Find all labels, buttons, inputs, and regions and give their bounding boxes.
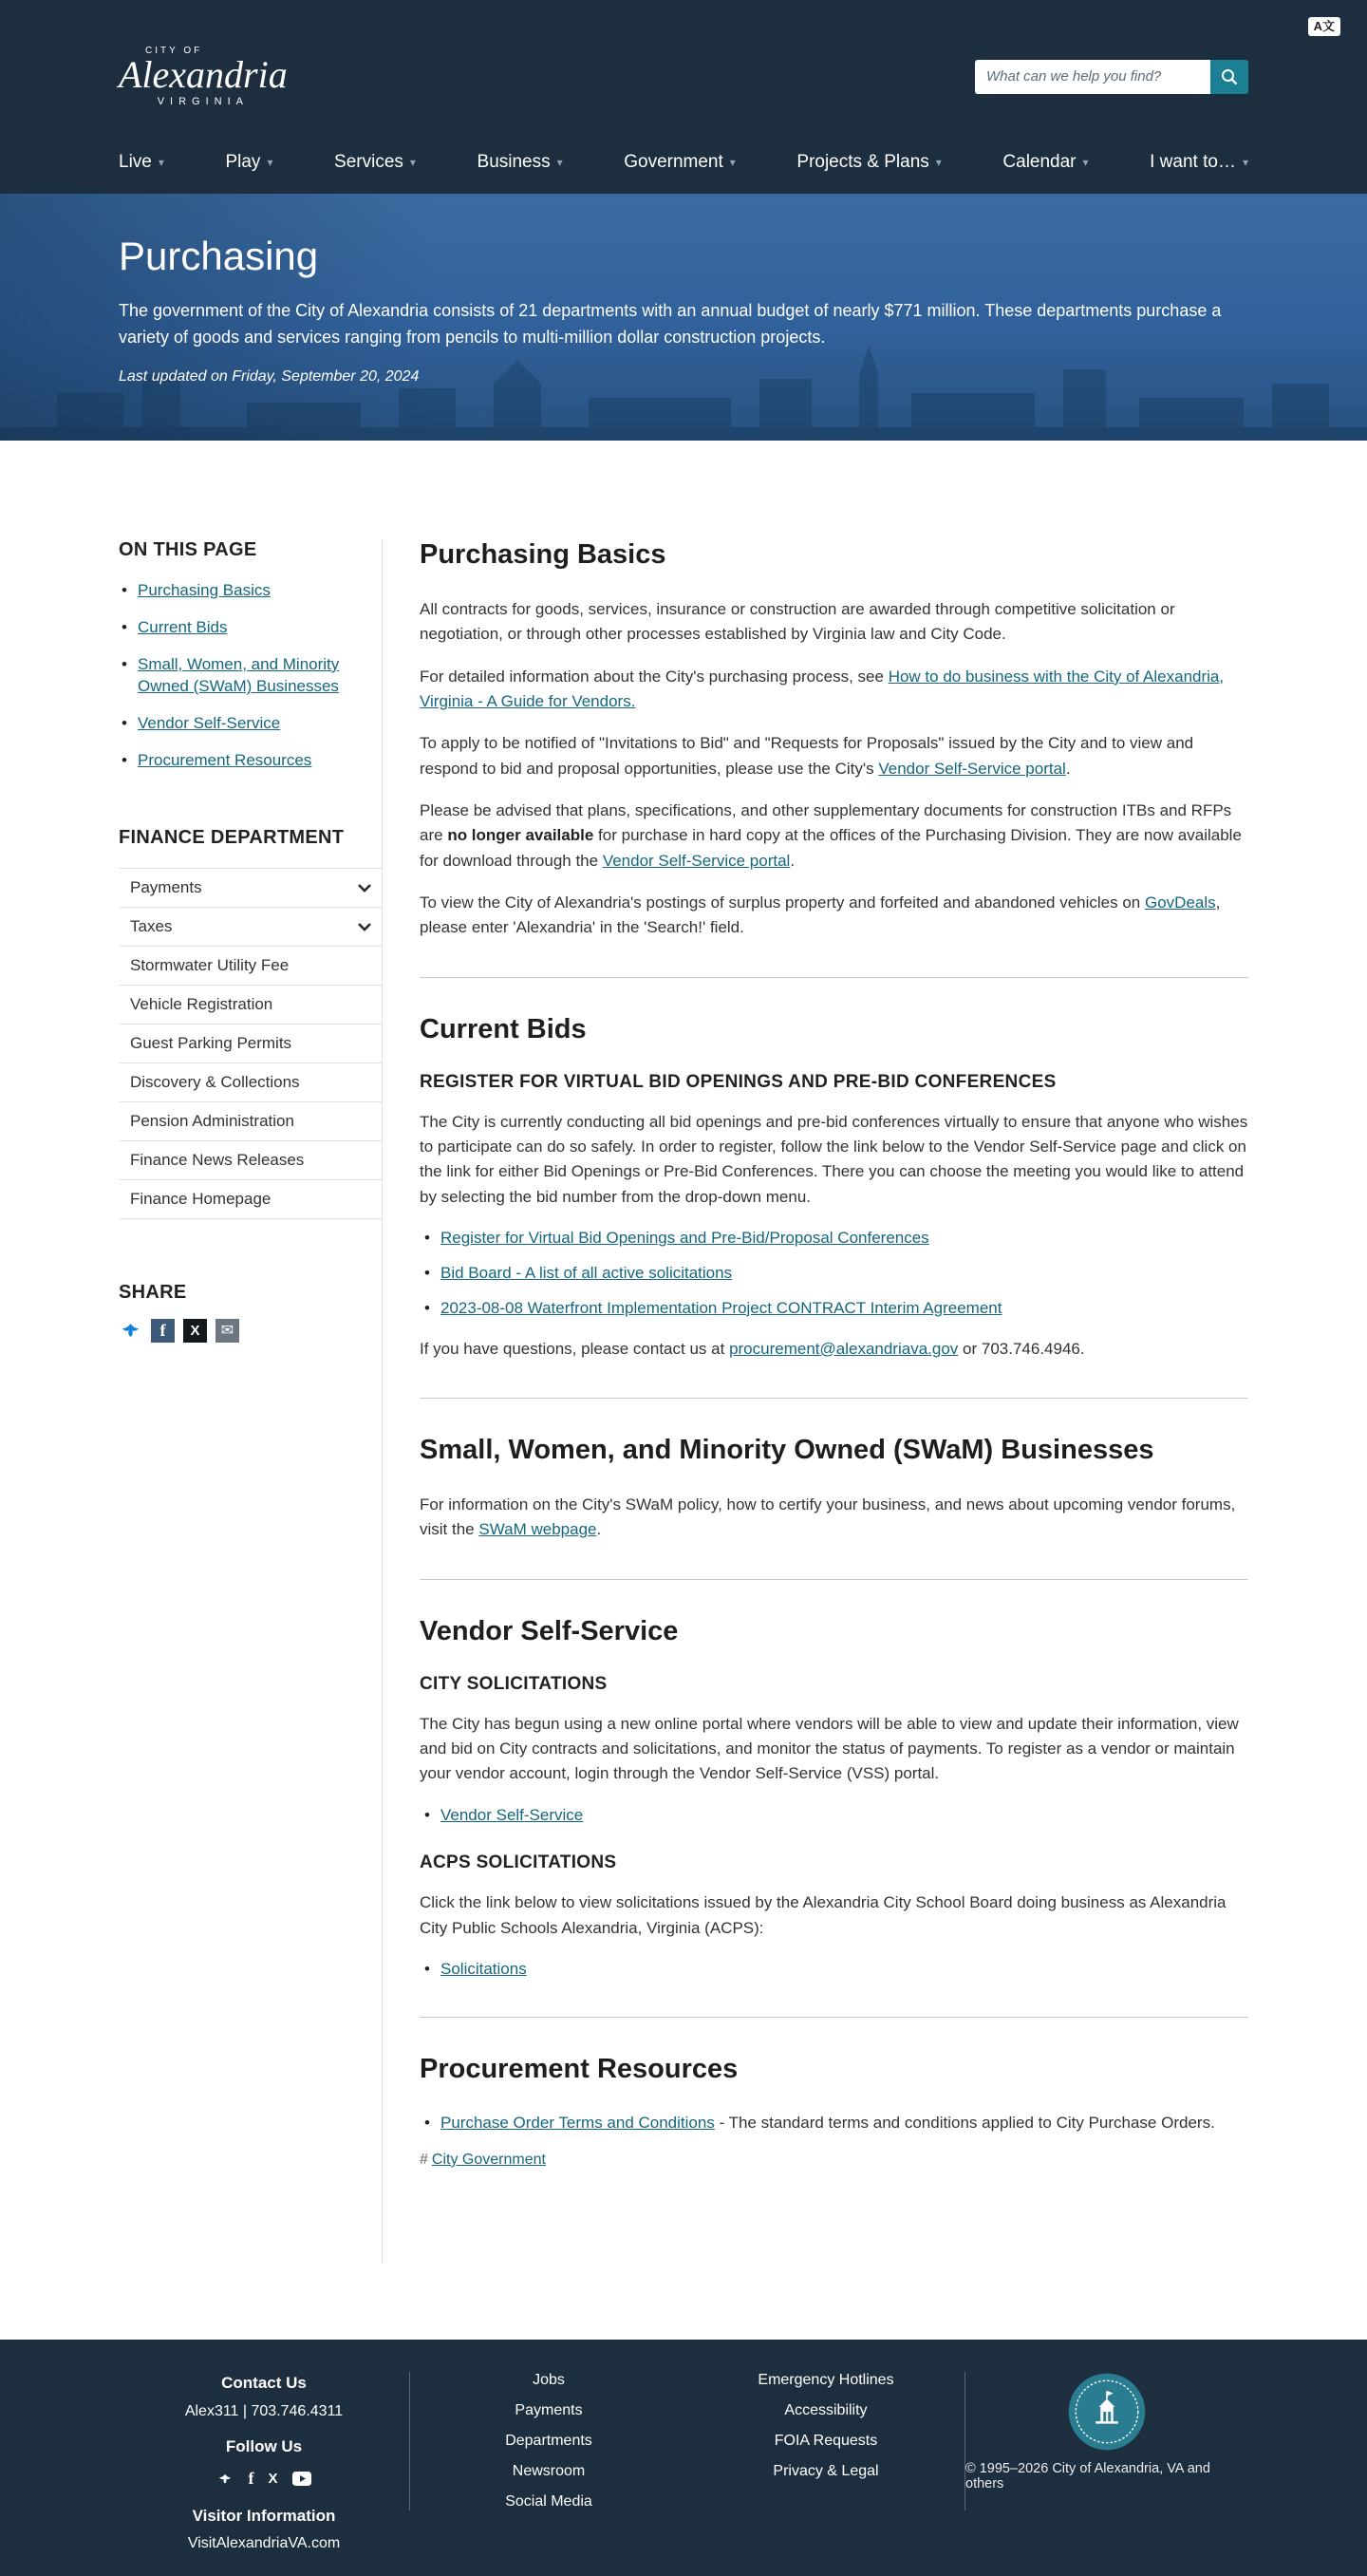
text-run: To view the City of Alexandria's postings of surplus property and forfeited and abandoned vehicles on (420, 893, 1141, 912)
logo-state: VIRGINIA (157, 96, 250, 107)
text-run: . (1065, 759, 1071, 778)
list-item (420, 1804, 1248, 1827)
follow-us-title: Follow Us (225, 2436, 303, 2455)
nav-item-live[interactable] (119, 152, 164, 173)
youtube-play (292, 2472, 311, 2486)
finance-item-stormwater[interactable] (119, 947, 382, 986)
list-item (420, 1297, 1248, 1320)
chevron-down-icon (1083, 156, 1089, 169)
current-bids-heading: Current Bids (420, 1013, 587, 1044)
text-run: For information on the City's SWaM policy, how to certify your business, and news about upcoming vendor forums, visit the (420, 1495, 1236, 1539)
chevron-down-icon (410, 156, 416, 169)
chevron-down-icon (730, 156, 736, 169)
toc-link-vendor-self-service[interactable]: Vendor Self-Service (138, 713, 281, 732)
list-item (420, 1958, 1248, 1981)
text-run: For detailed information about the City's purchasing process, see (420, 667, 884, 686)
hero-description: The government of the City of Alexandria consists of 21 departments with an annual budget of nearly $771 million. These departments purchase a variety of goods and services ranging from pencils to multi-million dollar construction projects. (119, 301, 1222, 347)
chevron-down-icon (159, 156, 164, 169)
text-run: To apply to be notified of "Invitations to Bid" and "Requests for Proposals" issued by the City and to view and respond to bid and proposal opportunities, please use the City's (420, 734, 1194, 778)
city-seal (1067, 2372, 1147, 2452)
finance-item-payments[interactable] (119, 869, 382, 908)
finance-item-label: Guest Parking Permits (130, 1033, 292, 1052)
nav-label: Calendar (1002, 152, 1077, 172)
last-updated: Last updated on Friday, September 20, 2024 (119, 367, 420, 385)
nav-label: Services (334, 152, 403, 172)
finance-item-vehicle-registration[interactable] (119, 986, 382, 1025)
site-search (975, 60, 1248, 94)
list-item (420, 1262, 1248, 1285)
nav-label: Play (225, 152, 261, 172)
footer-link-accessibility[interactable]: Accessibility (784, 2402, 868, 2418)
swam-webpage-link[interactable]: SWaM webpage (478, 1520, 597, 1539)
paragraph: The City has begun using a new online portal where vendors will be able to view and update their information, view and bid on City contracts and solicitations, and monitor the status of payments. To register as a vendor or maintain your vendor account, login through the Vendor Self-Service (VSS) portal. (420, 1714, 1239, 1783)
acps-solicitations-links (420, 1958, 1248, 1981)
site-footer (0, 2340, 1367, 2576)
nav-label: Projects & Plans (796, 152, 929, 172)
city-government-tag-link[interactable]: City Government (431, 2151, 546, 2168)
section-swam (420, 1435, 1248, 1543)
finance-item-news-releases[interactable] (119, 1141, 382, 1180)
copyright-text: © 1995–2026 City of Alexandria, VA and others (965, 2461, 1210, 2491)
nav-item-projects-plans[interactable] (796, 152, 941, 173)
finance-department-title: FINANCE DEPARTMENT (119, 826, 345, 848)
footer-link-emergency-hotlines[interactable]: Emergency Hotlines (758, 2372, 894, 2388)
footer-link-foia[interactable]: FOIA Requests (774, 2433, 878, 2449)
footer-link-payments[interactable]: Payments (515, 2402, 583, 2418)
nav-item-calendar[interactable] (1002, 152, 1088, 173)
paragraph (420, 891, 1248, 941)
chevron-down-icon (355, 878, 374, 897)
procurement-email-link[interactable]: procurement@alexandriava.gov (729, 1339, 959, 1358)
vendor-self-service-portal-link[interactable]: Vendor Self-Service portal (602, 851, 791, 870)
logo-name: Alexandria (119, 53, 288, 96)
finance-item-guest-parking[interactable] (119, 1025, 382, 1063)
x-twitter-icon[interactable] (268, 2469, 277, 2490)
section-vendor-self-service (420, 1616, 1248, 1981)
finance-item-label: Pension Administration (130, 1111, 294, 1130)
city-solicitations-subheading: CITY SOLICITATIONS (420, 1673, 608, 1694)
section-divider (420, 977, 1248, 978)
chevron-down-icon (557, 156, 563, 169)
nav-item-government[interactable] (624, 152, 736, 173)
nav-label: Government (624, 152, 723, 172)
finance-item-homepage[interactable] (119, 1180, 382, 1219)
footer-contact-column (119, 2372, 409, 2567)
finance-item-label: Finance News Releases (130, 1150, 305, 1169)
finance-item-taxes[interactable] (119, 908, 382, 947)
paragraph (420, 731, 1248, 781)
swam-heading: Small, Women, and Minority Owned (SWaM) Businesses (420, 1434, 1154, 1465)
visit-alexandria-link[interactable]: VisitAlexandriaVA.com (187, 2535, 341, 2552)
chevron-down-icon (267, 156, 272, 169)
text-run: . (596, 1520, 602, 1539)
toc-link-purchasing-basics[interactable]: Purchasing Basics (138, 581, 271, 599)
footer-link-departments[interactable]: Departments (505, 2433, 592, 2449)
vendor-self-service-link[interactable]: Vendor Self-Service (440, 1805, 584, 1824)
text-run: for purchase in hard copy at the offices of the Purchasing Division. They are now available for download through the (420, 826, 1242, 870)
toc-link-swam[interactable]: Small, Women, and Minority Owned (SWaM) Businesses (138, 654, 340, 695)
facebook-icon[interactable] (151, 1319, 175, 1343)
page-title: Purchasing (119, 234, 319, 278)
vendor-self-service-heading: Vendor Self-Service (420, 1615, 679, 1646)
finance-item-label: Payments (130, 877, 202, 896)
section-divider (420, 1579, 1248, 1580)
footer-link-social-media[interactable]: Social Media (505, 2493, 592, 2510)
finance-item-label: Vehicle Registration (130, 994, 273, 1013)
register-bid-openings-link[interactable]: Register for Virtual Bid Openings and Pre-Bid/Proposal Conferences (440, 1229, 929, 1248)
paragraph (420, 1493, 1248, 1543)
search-icon (1220, 67, 1239, 86)
chevron-down-icon (1243, 156, 1248, 169)
footer-links (409, 2372, 965, 2510)
site-header (0, 0, 1367, 194)
search-button[interactable] (1210, 60, 1248, 94)
logo-city-of: CITY OF (145, 46, 203, 56)
emphasis-text: no longer available (447, 826, 594, 845)
procurement-resources-links (420, 2112, 1248, 2134)
toc-item (119, 580, 382, 602)
toc-item (119, 713, 382, 735)
section-divider (420, 2017, 1248, 2018)
email-icon[interactable] (215, 1319, 239, 1343)
paragraph (420, 665, 1248, 715)
footer-links-column-2 (687, 2372, 964, 2510)
toc-item (119, 654, 382, 698)
footer-visitor-block (119, 2505, 409, 2555)
nav-label: Live (119, 152, 152, 172)
nav-item-i-want-to[interactable] (1150, 152, 1248, 173)
paragraph: The City is currently conducting all bid openings and pre-bid conferences virtually to ensure that anyone who wishes to participate can do so safely. In order to register, follow the link below to the Vendor Self-Service page and click on the link for either Bid Openings or Pre-Bid Conferences. There you can choose the meeting you would like to attend by selecting the bid number from the drop-down menu. (420, 1112, 1248, 1206)
on-this-page-list (119, 580, 382, 772)
finance-item-label: Finance Homepage (130, 1189, 272, 1208)
finance-item-label: Stormwater Utility Fee (130, 955, 290, 974)
section-divider (420, 1398, 1248, 1399)
on-this-page-title: ON THIS PAGE (119, 539, 257, 560)
nav-label: Business (477, 152, 551, 172)
vendor-guide-link[interactable]: How to do business with the City of Alexandria, Virginia - A Guide for Vendors. (420, 667, 1225, 711)
finance-item-pension[interactable] (119, 1102, 382, 1141)
tag-row (420, 2152, 1248, 2169)
footer-link-jobs[interactable]: Jobs (533, 2372, 565, 2388)
footer-link-newsroom[interactable]: Newsroom (512, 2463, 586, 2479)
paragraph (420, 1337, 1248, 1362)
paragraph: All contracts for goods, services, insurance or construction are awarded through competitive solicitation or negotiation, or through other processes established by Virginia law and City Code. (420, 600, 1175, 644)
acps-solicitations-subheading: ACPS SOLICITATIONS (420, 1852, 617, 1873)
x-twitter-icon[interactable] (183, 1319, 207, 1343)
city-solicitations-links (420, 1804, 1248, 1827)
finance-item-discovery-collections[interactable] (119, 1063, 382, 1102)
bluesky-butterfly (119, 1320, 142, 1342)
contact-us-value: Alex311 | 703.746.4311 (184, 2402, 344, 2419)
text-run: or 703.746.4946. (963, 1339, 1085, 1358)
visitor-info-title: Visitor Information (192, 2506, 336, 2525)
search-input[interactable] (975, 60, 1210, 94)
section-purchasing-basics (420, 539, 1248, 941)
list-item (420, 2112, 1248, 2134)
finance-item-label: Discovery & Collections (130, 1072, 300, 1091)
youtube-icon[interactable] (292, 2472, 311, 2486)
contact-us-title: Contact Us (221, 2374, 307, 2392)
bluesky-icon[interactable] (119, 1319, 142, 1343)
main-content (382, 539, 1248, 2264)
toc-item (119, 617, 382, 639)
text-run: If you have questions, please contact us at (420, 1339, 725, 1358)
acps-solicitations-link[interactable]: Solicitations (440, 1960, 527, 1979)
waterfront-contract-link[interactable]: 2023-08-08 Waterfront Implementation Project CONTRACT Interim Agreement (440, 1298, 1002, 1317)
vendor-self-service-portal-link[interactable]: Vendor Self-Service portal (878, 759, 1066, 778)
toc-link-current-bids[interactable]: Current Bids (138, 617, 228, 636)
po-terms-link[interactable]: Purchase Order Terms and Conditions (440, 2113, 715, 2132)
procurement-resources-heading: Procurement Resources (420, 2053, 739, 2084)
sidebar (119, 539, 382, 2264)
footer-links-column-1 (410, 2372, 687, 2510)
text-run: . (790, 851, 796, 870)
paragraph: Click the link below to view solicitations issued by the Alexandria City School Board doing business as Alexandria City Public Schools Alexandria, Virginia (ACPS): (420, 1893, 1227, 1937)
share-title: SHARE (119, 1281, 187, 1303)
facebook-icon[interactable] (248, 2466, 253, 2491)
translate-label: A文 (1313, 19, 1335, 33)
paragraph (420, 799, 1248, 874)
finance-menu (119, 868, 382, 1219)
finance-item-label: Taxes (130, 916, 173, 935)
text-run: Please be advised that plans, specifications, and other supplementary documents for construction ITBs and RFPs are (420, 801, 1232, 845)
govdeals-link[interactable]: GovDeals (1145, 893, 1216, 912)
footer-contact-block (119, 2372, 409, 2422)
footer-seal-column (965, 2372, 1248, 2491)
site-logo[interactable] (119, 46, 288, 107)
section-procurement-resources (420, 2054, 1248, 2169)
hash-icon: # (420, 2151, 428, 2168)
bid-board-link[interactable]: Bid Board - A list of all active solicitations (440, 1263, 733, 1282)
section-current-bids (420, 1014, 1248, 1362)
text-run: - The standard terms and conditions applied to City Purchase Orders. (719, 2113, 1215, 2132)
nav-item-services[interactable] (334, 152, 416, 173)
virtual-bid-openings-subheading: REGISTER FOR VIRTUAL BID OPENINGS AND PRE-BID CONFERENCES (420, 1071, 1057, 1092)
bluesky-icon[interactable] (216, 2472, 234, 2487)
footer-follow-block (119, 2435, 409, 2491)
toc-link-procurement-resources[interactable]: Procurement Resources (138, 750, 312, 769)
nav-item-business[interactable] (478, 152, 563, 173)
list-item (420, 1227, 1248, 1250)
chevron-down-icon (936, 156, 942, 169)
current-bids-links (420, 1227, 1248, 1319)
header-top-bar (0, 0, 1367, 131)
footer-social-icons (119, 2466, 409, 2491)
toc-item (119, 750, 382, 772)
hero-banner (0, 194, 1367, 441)
chevron-down-icon (355, 917, 374, 936)
main-nav (0, 131, 1367, 194)
translate-icon[interactable] (1308, 17, 1340, 36)
footer-link-privacy-legal[interactable]: Privacy & Legal (773, 2463, 879, 2479)
nav-item-play[interactable] (225, 152, 272, 173)
nav-label: I want to… (1150, 152, 1236, 172)
purchasing-basics-heading: Purchasing Basics (420, 539, 666, 570)
share-icons (119, 1319, 382, 1343)
bluesky-butterfly (216, 2472, 234, 2487)
text-run: , please enter 'Alexandria' in the 'Search!' field. (420, 893, 1221, 937)
